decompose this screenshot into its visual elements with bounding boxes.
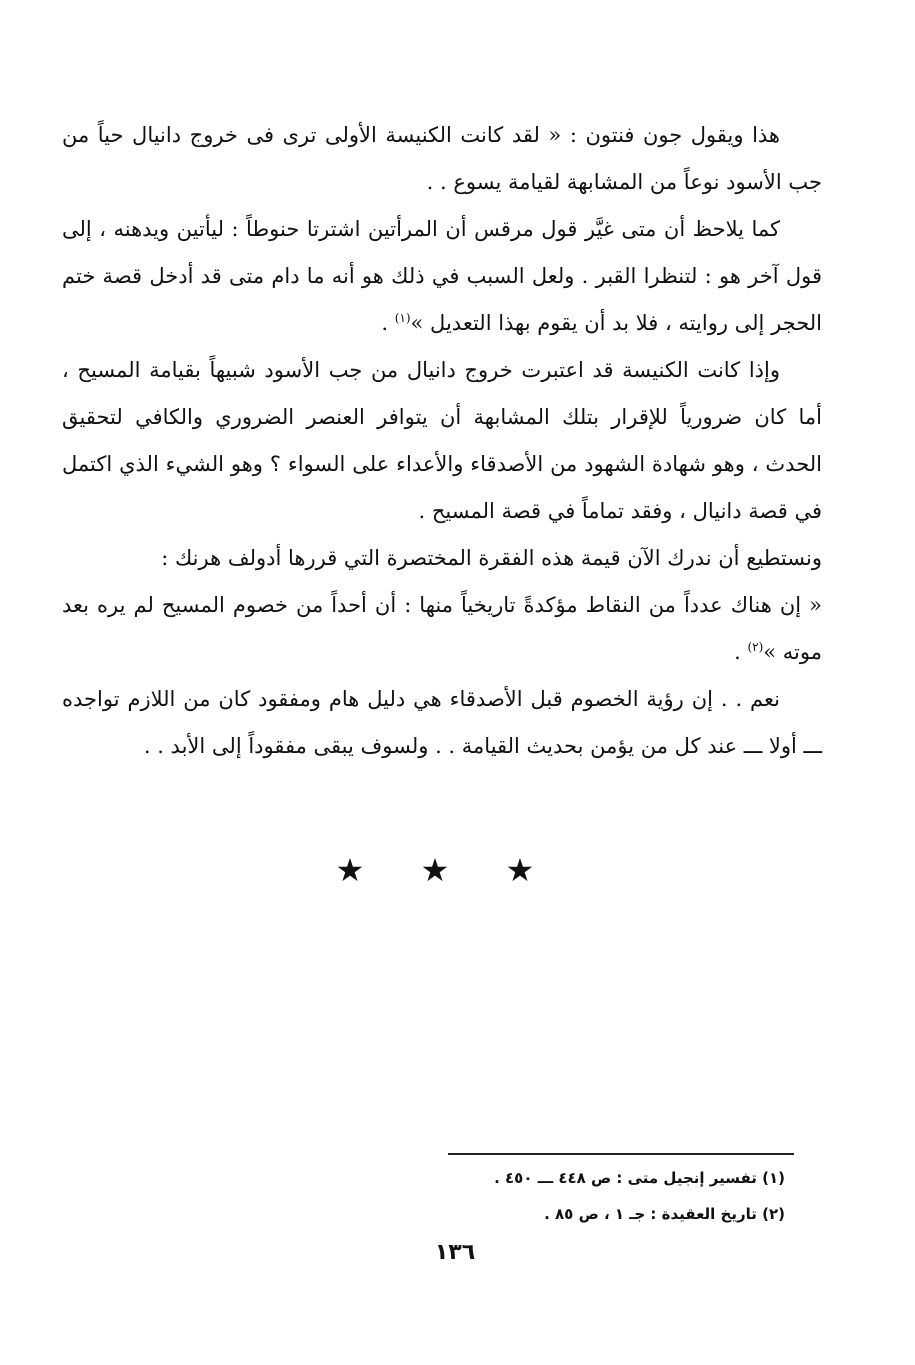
paragraph-6-text: نعم . . إن رؤية الخصوم قبل الأصدقاء هي دليل هام ومفقود كان من اللازم تواجده ـــ أولا ـــ عند كل من يؤمن بحديث القيامة . . ولسوف يبقى مفقوداً إلى الأبد . . <box>62 687 822 758</box>
paragraph-2 <box>62 206 822 347</box>
footnote-ref-2: (٢) <box>747 640 764 654</box>
page-number: ١٣٦ <box>434 1240 476 1265</box>
paragraph-2-end: . <box>381 311 395 335</box>
paragraph-4-text: ونستطيع أن ندرك الآن قيمة هذه الفقرة المختصرة التي قررها أدولف هرنك : <box>161 546 822 570</box>
quotation <box>62 582 822 676</box>
quotation-end: . <box>734 640 748 664</box>
paragraph-4 <box>62 535 822 582</box>
footnote-divider <box>448 1153 794 1155</box>
quotation-text: « إن هناك عدداً من النقاط مؤكدةً تاريخياً منها : أن أحداً من خصوم المسيح لم يره بعد موته » <box>62 593 822 664</box>
paragraph-6 <box>62 676 822 770</box>
paragraph-3-text: وإذا كانت الكنيسة قد اعتبرت خروج دانيال من جب الأسود شبيهاً بقيامة المسيح ، أما كان ضرورياً للإقرار بتلك المشابهة أن يتوافر العنصر الضروري والكافي لتحقيق الحدث ، وهو شهادة الشهود من الأصدقاء والأعداء على السواء ؟ وهو الشيء الذي اكتمل في قصة دانيال ، وفقد تماماً في قصة المسيح . <box>62 358 822 523</box>
footnote-ref-1: (١) <box>394 311 411 325</box>
footnote-1: (١) تفسير إنجيل متى : ص ٤٤٨ ـــ ٤٥٠ . <box>494 1169 785 1187</box>
footnote-2: (٢) تاريخ العقيدة : جـ ١ ، ص ٨٥ . <box>544 1205 785 1223</box>
paragraph-1-text: هذا ويقول جون فنتون : « لقد كانت الكنيسة الأولى ترى فى خروج دانيال حياً من جب الأسود نوعاً من المشابهة لقيامة يسوع . . <box>62 123 822 194</box>
footnotes <box>400 1160 785 1232</box>
section-separator <box>330 850 540 890</box>
paragraph-1 <box>62 112 822 206</box>
star-icon: ★ <box>420 851 450 889</box>
paragraph-3 <box>62 347 822 535</box>
star-icon: ★ <box>335 851 365 889</box>
paragraph-2-text: كما يلاحظ أن متى غيَّر قول مرقس أن المرأتين اشترتا حنوطاً : ليأتين ويدهنه ، إلى قول آخر هو : لتنظرا القبر . ولعل السبب في ذلك هو أنه ما دام متى قد أدخل قصة ختم الحجر إلى روايته ، فلا بد أن يقوم بهذا التعديل » <box>62 217 822 335</box>
main-text <box>62 112 822 770</box>
star-icon: ★ <box>505 851 535 889</box>
